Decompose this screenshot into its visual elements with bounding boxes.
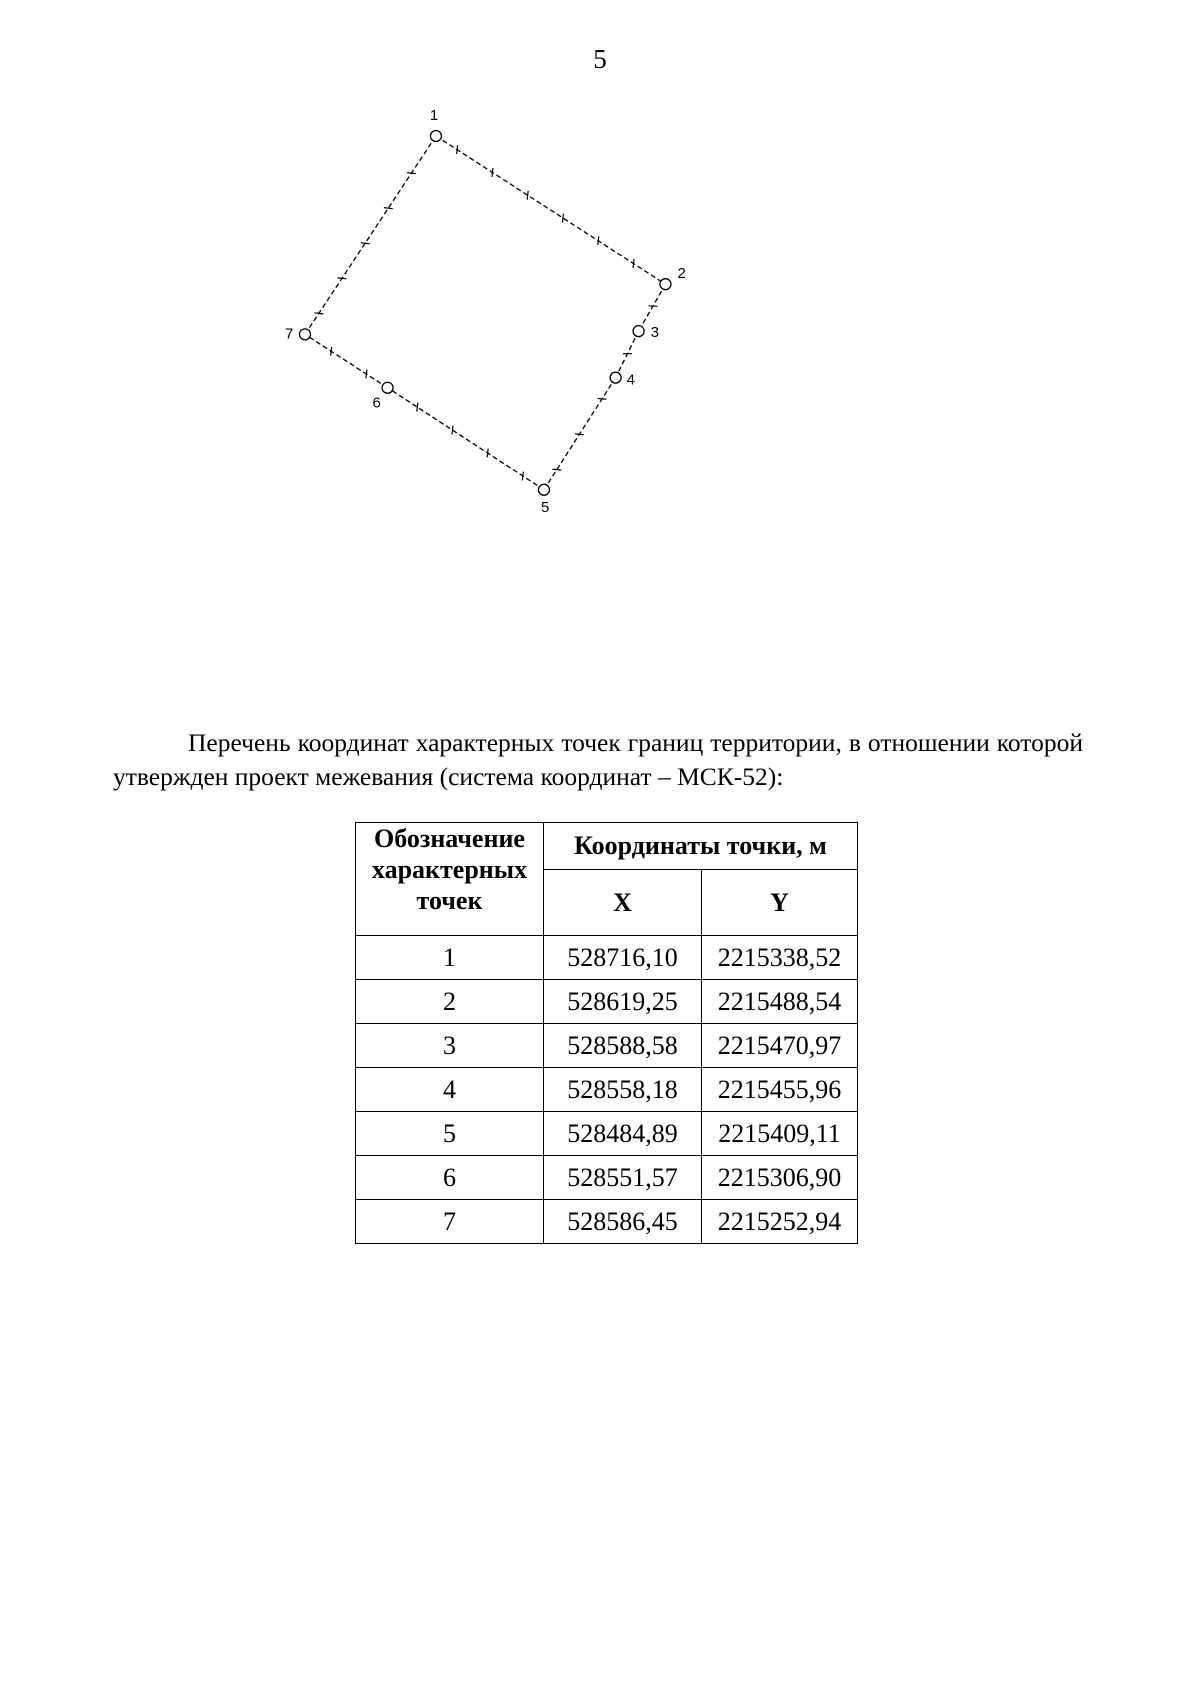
vertex-label: 2 [677, 265, 686, 283]
boundary-edges [305, 136, 665, 490]
point-cell: 3 [356, 1024, 544, 1068]
vertex-label: 3 [650, 324, 659, 342]
page-number: 5 [593, 44, 607, 74]
header-coordinates: Координаты точки, м [544, 823, 858, 870]
boundary-tick [384, 208, 393, 209]
vertex-marker [430, 131, 441, 142]
y-cell: 2215252,94 [702, 1200, 858, 1244]
x-cell: 528558,18 [544, 1068, 702, 1112]
boundary-tick [598, 398, 607, 399]
point-cell: 4 [356, 1068, 544, 1112]
table-row [356, 936, 858, 980]
header-point-designation: Обозначение характерных точек [356, 823, 544, 936]
y-cell: 2215470,97 [702, 1024, 858, 1068]
boundary-tick [527, 191, 528, 200]
y-cell: 2215409,11 [702, 1112, 858, 1156]
boundary-tick [417, 403, 418, 412]
boundary-edge [436, 136, 666, 284]
table-row [356, 1156, 858, 1200]
vertex-label: 1 [429, 107, 439, 124]
point-cell: 6 [356, 1156, 544, 1200]
caption-text: Перечень координат характерных точек границ территории, в отношении которой утвержден проект межевания (система координат – МСК-52): [113, 728, 1083, 791]
boundary-tick [598, 236, 599, 245]
x-cell: 528586,45 [544, 1200, 702, 1244]
x-cell: 528588,58 [544, 1024, 702, 1068]
boundary-plan [0, 100, 1200, 730]
boundary-tick [361, 243, 370, 244]
boundary-vertices [300, 131, 671, 496]
point-cell: 2 [356, 980, 544, 1024]
boundary-tick [648, 306, 657, 307]
boundary-tick [331, 347, 332, 356]
table-row [356, 1200, 858, 1244]
boundary-tick [492, 168, 493, 177]
boundary-edge [305, 136, 436, 334]
boundary-tick [407, 173, 416, 174]
boundary-edge [388, 388, 544, 490]
boundary-tick [487, 449, 488, 458]
y-cell: 2215455,96 [702, 1068, 858, 1112]
table-row [356, 1068, 858, 1112]
vertex-label: 4 [626, 371, 635, 389]
boundary-edge [305, 334, 388, 387]
boundary-tick [575, 434, 584, 435]
vertex-marker [660, 279, 671, 290]
table-row [356, 1112, 858, 1156]
boundary-tick [366, 370, 367, 379]
table-row [356, 1024, 858, 1068]
boundary-tick [562, 214, 563, 223]
vertex-marker [610, 372, 621, 383]
x-cell: 528551,57 [544, 1156, 702, 1200]
y-cell: 2215488,54 [702, 980, 858, 1024]
boundary-tick [457, 145, 458, 154]
coordinates-table [355, 822, 858, 1244]
vertex-marker [300, 329, 311, 340]
vertex-marker [538, 484, 549, 495]
boundary-tick [314, 313, 323, 314]
vertex-label: 7 [285, 325, 294, 343]
vertex-marker [382, 382, 393, 393]
point-cell: 7 [356, 1200, 544, 1244]
x-cell: 528619,25 [544, 980, 702, 1024]
boundary-tick [633, 259, 634, 268]
y-cell: 2215338,52 [702, 936, 858, 980]
vertex-marker [633, 326, 644, 337]
x-cell: 528484,89 [544, 1112, 702, 1156]
point-cell: 5 [356, 1112, 544, 1156]
boundary-tick [522, 472, 523, 481]
y-cell: 2215306,90 [702, 1156, 858, 1200]
boundary-ticks [314, 145, 657, 480]
vertex-label: 5 [540, 498, 550, 516]
header-y: Y [702, 870, 858, 936]
point-cell: 1 [356, 936, 544, 980]
table-row [356, 980, 858, 1024]
boundary-tick [452, 426, 453, 435]
vertex-label: 6 [372, 394, 381, 412]
coordinates-caption [113, 726, 1083, 794]
boundary-tick [338, 278, 347, 279]
x-cell: 528716,10 [544, 936, 702, 980]
header-x: X [544, 870, 702, 936]
boundary-tick [552, 469, 561, 470]
